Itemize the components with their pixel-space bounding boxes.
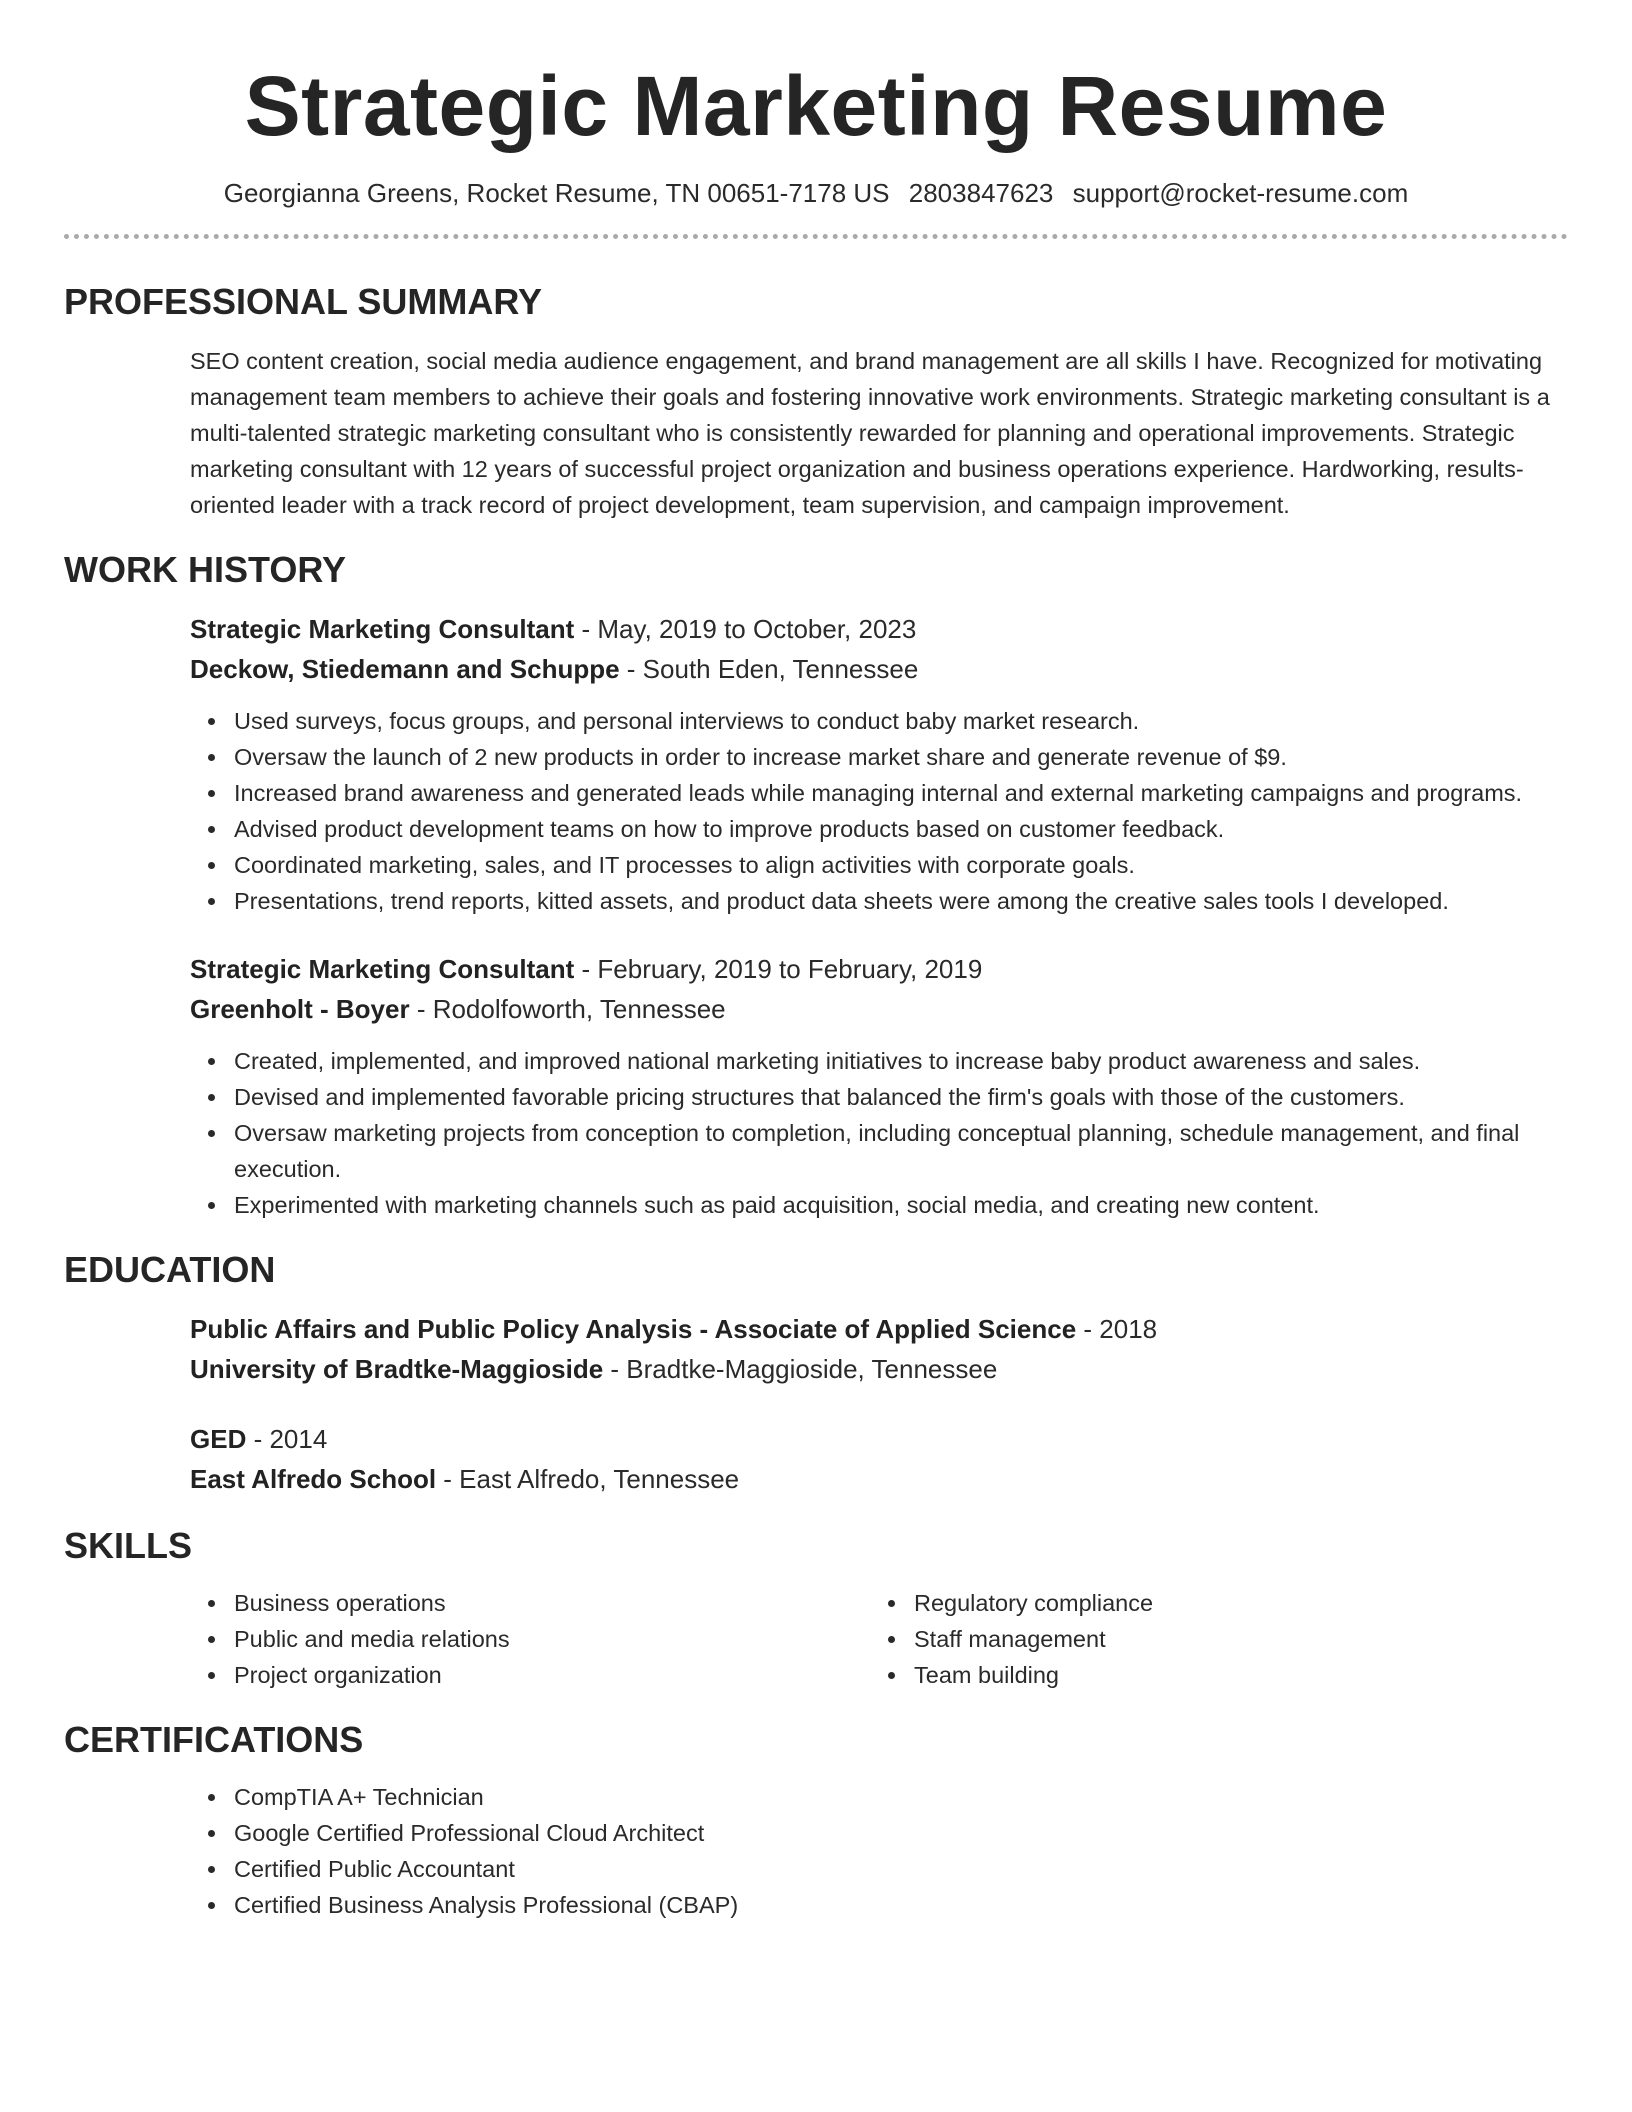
skill-item: Staff management bbox=[914, 1621, 1550, 1657]
education-section bbox=[64, 1309, 1568, 1499]
contact-phone: 2803847623 bbox=[908, 178, 1054, 208]
degree-year: - 2018 bbox=[1076, 1314, 1158, 1344]
education-entry bbox=[190, 1309, 1568, 1389]
summary-section bbox=[64, 343, 1568, 523]
job-company: Deckow, Stiedemann and Schuppe bbox=[190, 654, 620, 684]
job-duty: Increased brand awareness and generated leads while managing internal and external marketing campaigns and programs. bbox=[234, 775, 1568, 811]
skills-column-left bbox=[190, 1585, 870, 1693]
skill-item: Team building bbox=[914, 1657, 1550, 1693]
job-company-line bbox=[190, 989, 1568, 1029]
contact-email: support@rocket-resume.com bbox=[1072, 178, 1409, 208]
school-location: - East Alfredo, Tennessee bbox=[436, 1464, 740, 1494]
skill-item: Business operations bbox=[234, 1585, 870, 1621]
certifications-section bbox=[64, 1779, 1568, 1923]
job-duty: Devised and implemented favorable pricing structures that balanced the firm's goals with those of the customers. bbox=[234, 1079, 1568, 1115]
contact-line bbox=[64, 176, 1568, 210]
education-heading: EDUCATION bbox=[64, 1249, 276, 1290]
job-duty: Created, implemented, and improved national marketing initiatives to increase baby product awareness and sales. bbox=[234, 1043, 1568, 1079]
degree: Public Affairs and Public Policy Analysis - Associate of Applied Science bbox=[190, 1314, 1077, 1344]
certification-item: Certified Public Accountant bbox=[234, 1851, 1568, 1887]
job-title-line bbox=[190, 609, 1568, 649]
certifications-list bbox=[190, 1779, 1568, 1923]
job-duty: Presentations, trend reports, kitted assets, and product data sheets were among the creative sales tools I developed. bbox=[234, 883, 1568, 919]
summary-heading: PROFESSIONAL SUMMARY bbox=[64, 281, 543, 322]
certifications-heading: CERTIFICATIONS bbox=[64, 1719, 364, 1760]
skills-grid bbox=[190, 1585, 1568, 1693]
school: East Alfredo School bbox=[190, 1464, 437, 1494]
skills-heading: SKILLS bbox=[64, 1525, 193, 1566]
job-location: - Rodolfoworth, Tennessee bbox=[409, 994, 726, 1024]
job-company-line bbox=[190, 649, 1568, 689]
skill-item: Project organization bbox=[234, 1657, 870, 1693]
degree-line bbox=[190, 1309, 1568, 1349]
job-dates: - February, 2019 to February, 2019 bbox=[574, 954, 983, 984]
job-entry bbox=[190, 609, 1568, 919]
job-entry bbox=[190, 949, 1568, 1223]
skills-section bbox=[64, 1585, 1568, 1693]
job-duty: Oversaw marketing projects from conception to completion, including conceptual planning, schedule management, and final execution. bbox=[234, 1115, 1568, 1187]
resume-title: Strategic Marketing Resume bbox=[244, 59, 1388, 153]
job-location: - South Eden, Tennessee bbox=[619, 654, 919, 684]
school-line bbox=[190, 1459, 1568, 1499]
job-duty: Experimented with marketing channels such as paid acquisition, social media, and creating new content. bbox=[234, 1187, 1568, 1223]
skills-column-right bbox=[870, 1585, 1550, 1693]
job-duty: Oversaw the launch of 2 new products in order to increase market share and generate revenue of $9. bbox=[234, 739, 1568, 775]
skill-item: Public and media relations bbox=[234, 1621, 870, 1657]
job-role: Strategic Marketing Consultant bbox=[190, 954, 575, 984]
job-duties-list bbox=[190, 703, 1568, 919]
skill-item: Regulatory compliance bbox=[914, 1585, 1550, 1621]
job-duty: Advised product development teams on how to improve products based on customer feedback. bbox=[234, 811, 1568, 847]
education-entry bbox=[190, 1419, 1568, 1499]
summary-text: SEO content creation, social media audience engagement, and brand management are all skills I have. Recognized for motivating management team members to achieve their goals and fostering innovative work environments. Strategic marketing consultant is a multi-talented strategic marketing consultant who is consistently rewarded for planning and operational improvements. Strategic marketing consultant with 12 years of successful project organization and business operations experience. Hardworking, results-oriented leader with a track record of project development, team supervision, and campaign improvement. bbox=[190, 348, 1550, 518]
degree-year: - 2014 bbox=[246, 1424, 328, 1454]
job-title-line bbox=[190, 949, 1568, 989]
school-line bbox=[190, 1349, 1568, 1389]
work-history-section bbox=[64, 609, 1568, 1223]
certification-item: CompTIA A+ Technician bbox=[234, 1779, 1568, 1815]
degree-line bbox=[190, 1419, 1568, 1459]
skills-list bbox=[190, 1585, 870, 1693]
job-duty: Coordinated marketing, sales, and IT processes to align activities with corporate goals. bbox=[234, 847, 1568, 883]
work-history-heading: WORK HISTORY bbox=[64, 549, 347, 590]
certification-item: Certified Business Analysis Professional (CBAP) bbox=[234, 1887, 1568, 1923]
job-duty: Used surveys, focus groups, and personal interviews to conduct baby market research. bbox=[234, 703, 1568, 739]
school-location: - Bradtke-Maggioside, Tennessee bbox=[603, 1354, 998, 1384]
degree: GED bbox=[190, 1424, 247, 1454]
job-dates: - May, 2019 to October, 2023 bbox=[574, 614, 917, 644]
contact-address: Georgianna Greens, Rocket Resume, TN 00651-7178 US bbox=[223, 178, 890, 208]
header-divider bbox=[64, 234, 1568, 239]
school: University of Bradtke-Maggioside bbox=[190, 1354, 604, 1384]
certification-item: Google Certified Professional Cloud Architect bbox=[234, 1815, 1568, 1851]
skills-list bbox=[870, 1585, 1550, 1693]
job-company: Greenholt - Boyer bbox=[190, 994, 410, 1024]
job-duties-list bbox=[190, 1043, 1568, 1223]
job-role: Strategic Marketing Consultant bbox=[190, 614, 575, 644]
